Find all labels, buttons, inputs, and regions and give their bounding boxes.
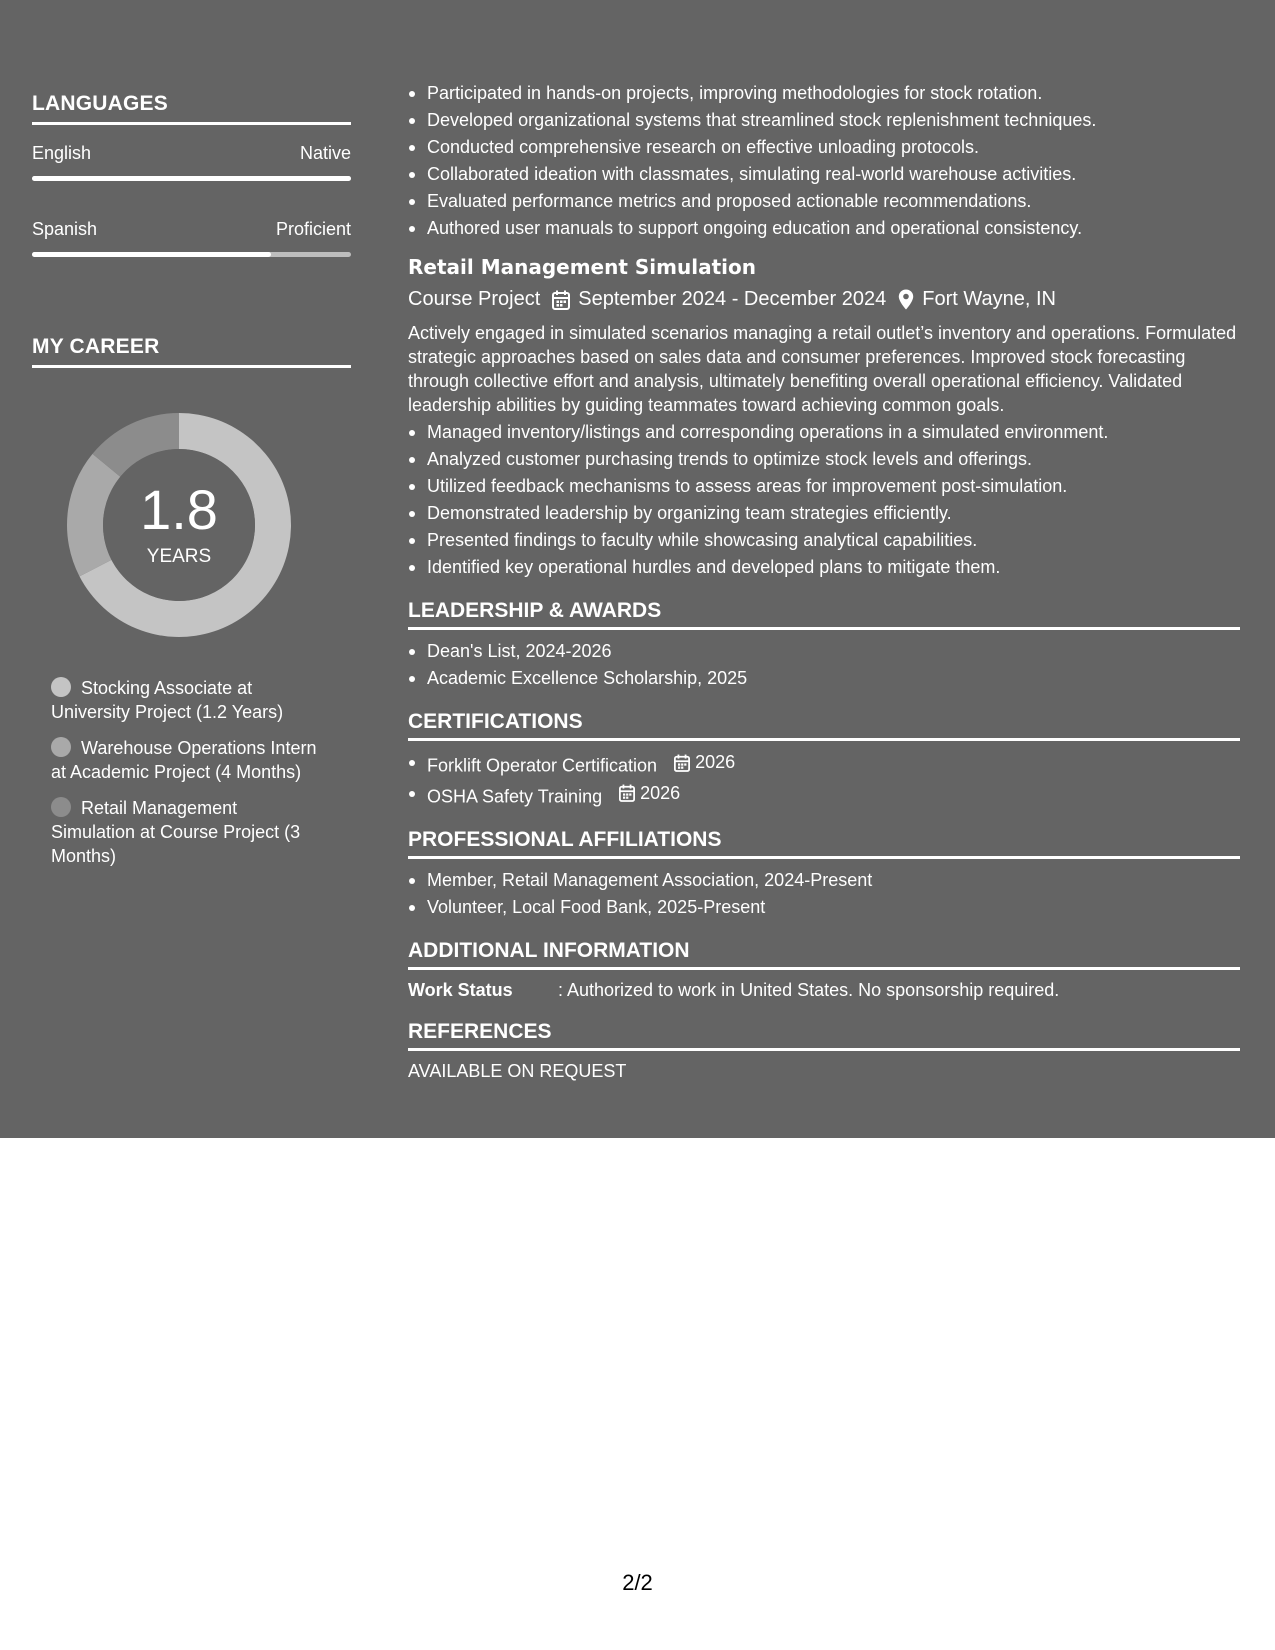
certifications-list <box>408 749 1240 810</box>
previous-job-bullets <box>408 80 1240 242</box>
calendar-icon <box>552 290 570 310</box>
language-bar-fill <box>32 252 271 257</box>
language-english <box>32 143 351 181</box>
job-dates: September 2024 - December 2024 <box>578 288 887 310</box>
language-name: English <box>32 143 92 163</box>
list-item: Academic Excellence Scholarship, 2025 <box>408 665 1240 692</box>
certification-year: 2026 <box>695 752 736 772</box>
work-status-row <box>408 978 1240 1002</box>
list-item: Participated in hands-on projects, improving methodologies for stock rotation. <box>408 80 1240 107</box>
job-meta <box>408 288 1240 311</box>
language-bar <box>32 176 351 181</box>
language-level: Proficient <box>275 219 351 239</box>
legend-item <box>51 676 321 724</box>
list-item: Identified key operational hurdles and developed plans to mitigate them. <box>408 554 1240 581</box>
certification-year: 2026 <box>640 782 681 803</box>
language-bar <box>32 252 351 257</box>
career-legend <box>51 676 321 868</box>
legend-item <box>51 796 321 868</box>
list-item: Conducted comprehensive research on effective unloading protocols. <box>408 134 1240 161</box>
legend-dot-icon <box>51 737 71 757</box>
additional-info-heading: ADDITIONAL INFORMATION <box>408 939 1240 970</box>
list-item: Presented findings to faculty while showcasing analytical capabilities. <box>408 527 1240 554</box>
career-total-unit: YEARS <box>146 546 212 567</box>
left-column <box>32 92 351 880</box>
list-item: Dean's List, 2024-2026 <box>408 638 1240 665</box>
language-spanish <box>32 219 351 257</box>
job-location: Fort Wayne, IN <box>922 288 1056 310</box>
legend-dot-icon <box>51 677 71 697</box>
certification-name: OSHA Safety Training <box>427 786 603 806</box>
certification-date <box>619 780 680 807</box>
list-item: Analyzed customer purchasing trends to optimize stock levels and offerings. <box>408 446 1240 473</box>
legend-label: Retail Management Simulation at Course Project (3 Months) <box>51 798 301 866</box>
languages-heading: LANGUAGES <box>32 92 351 125</box>
list-item: Demonstrated leadership by organizing team strategies efficiently. <box>408 500 1240 527</box>
language-bar-fill <box>32 176 351 181</box>
leadership-list <box>408 638 1240 692</box>
references-text: AVAILABLE ON REQUEST <box>408 1061 627 1081</box>
job-company: Course Project <box>408 288 541 310</box>
work-status-label: Work Status <box>408 980 513 1000</box>
legend-label: Stocking Associate at University Project (1.2 Years) <box>51 678 284 722</box>
list-item: Member, Retail Management Association, 2024-Present <box>408 867 1240 894</box>
references-heading: REFERENCES <box>408 1020 1240 1051</box>
certification-name: Forklift Operator Certification <box>427 755 658 776</box>
list-item: Managed inventory/listings and corresponding operations in a simulated environment. <box>408 419 1240 446</box>
page-number: 2/2 <box>622 1570 653 1595</box>
list-item: Utilized feedback mechanisms to assess areas for improvement post-simulation. <box>408 473 1240 500</box>
list-item: Volunteer, Local Food Bank, 2025-Present <box>408 894 1240 921</box>
leadership-heading: LEADERSHIP & AWARDS <box>408 599 1240 630</box>
location-pin-icon <box>898 289 914 310</box>
list-item: Authored user manuals to support ongoing education and operational consistency. <box>408 215 1240 242</box>
language-level: Native <box>299 143 351 163</box>
language-name: Spanish <box>32 219 98 239</box>
list-item <box>408 749 1240 780</box>
work-status-value: : Authorized to work in United States. No sponsorship required. <box>558 980 1060 1000</box>
job-title: Retail Management Simulation <box>408 255 756 279</box>
job-description: Actively engaged in simulated scenarios managing a retail outlet’s inventory and operations. Formulated strategic approaches based on sales data and consumer preferences. Improved stock forecasting through collective effort and analysis, ultimately benefiting overall operational efficiency. Validated leadership abilities by guiding teammates toward achieving common goals. <box>408 323 1237 415</box>
certification-date <box>674 749 735 776</box>
list-item: Developed organizational systems that streamlined stock replenishment techniques. <box>408 107 1240 134</box>
legend-label: Warehouse Operations Intern at Academic Project (4 Months) <box>51 738 317 782</box>
career-donut-chart <box>66 412 292 638</box>
affiliations-list <box>408 867 1240 921</box>
list-item: Collaborated ideation with classmates, simulating real-world warehouse activities. <box>408 161 1240 188</box>
list-item: Evaluated performance metrics and proposed actionable recommendations. <box>408 188 1240 215</box>
right-column <box>408 80 1240 1083</box>
calendar-icon <box>619 784 635 802</box>
career-heading: MY CAREER <box>32 335 351 368</box>
career-total-years: 1.8 <box>140 478 218 541</box>
certifications-heading: CERTIFICATIONS <box>408 710 1240 741</box>
job-bullets <box>408 419 1240 581</box>
affiliations-heading: PROFESSIONAL AFFILIATIONS <box>408 828 1240 859</box>
calendar-icon <box>674 754 690 772</box>
list-item <box>408 780 1240 811</box>
legend-dot-icon <box>51 797 71 817</box>
legend-item <box>51 736 321 784</box>
